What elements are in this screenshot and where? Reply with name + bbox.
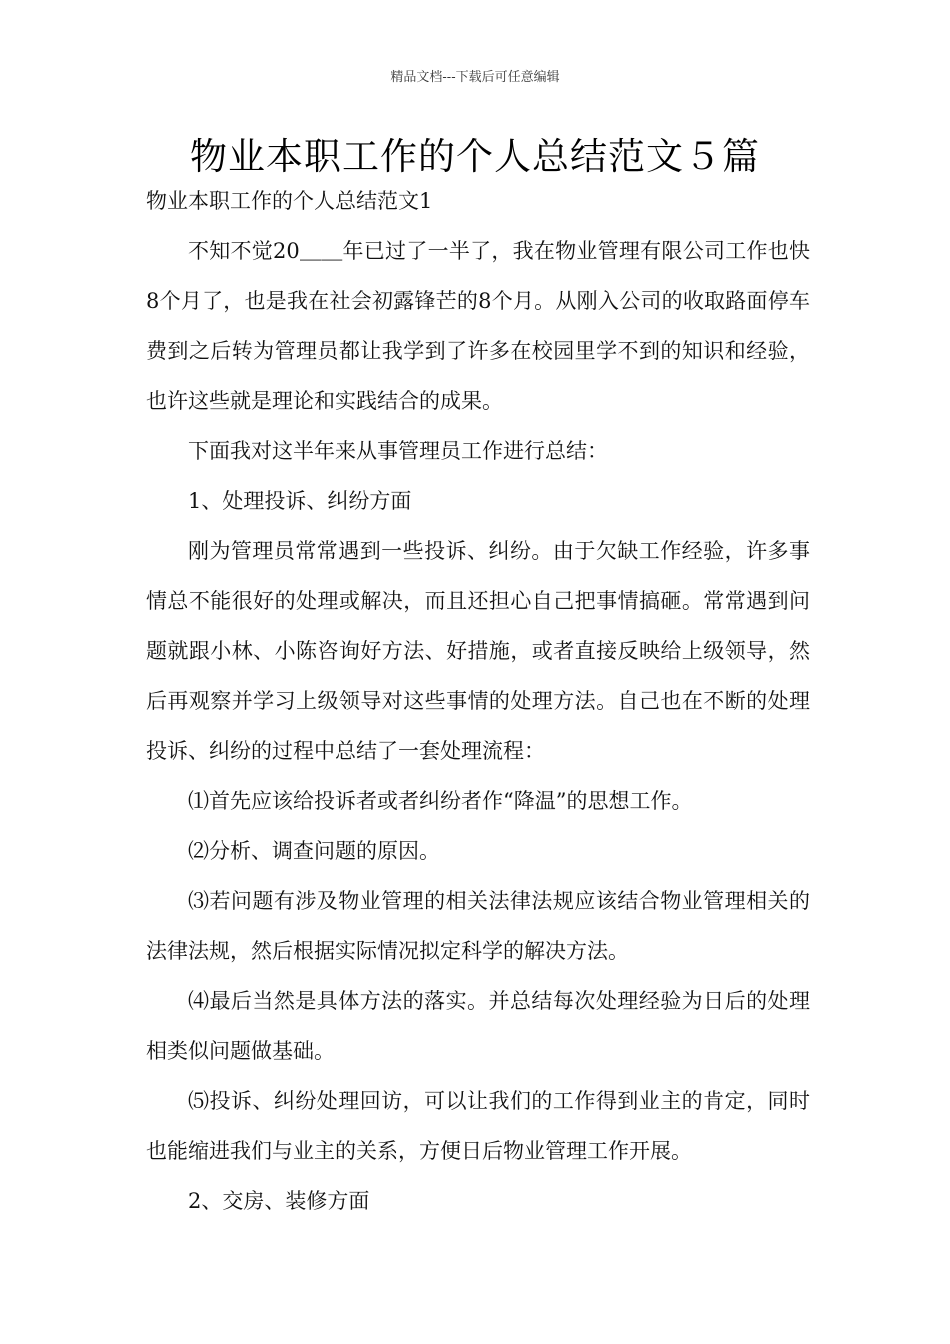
header-note: 精品文档---下载后可任意编辑 [390, 70, 560, 85]
list-item: ⑶若问题有涉及物业管理的相关法律法规应该结合物业管理相关的法律法规，然后根据实际情况拟定科学的解决方法。 [146, 889, 810, 963]
document-body [146, 176, 810, 1226]
section-heading: 物业本职工作的个人总结范文1 [146, 189, 433, 213]
subheading: 2、交房、装修方面 [188, 1189, 370, 1213]
paragraph: 不知不觉20＿＿年已过了一半了，我在物业管理有限公司工作也快8个月了，也是我在社会初露锋芒的8个月。从刚入公司的收取路面停车费到之后转为管理员都让我学到了许多在校园里学不到的知识和经验，也许这些就是理论和实践结合的成果。 [146, 239, 810, 413]
subheading: 1、处理投诉、纠纷方面 [188, 489, 412, 513]
document-title: 物业本职工作的个人总结范文５篇 [190, 135, 760, 178]
list-item: ⑵分析、调查问题的原因。 [188, 839, 440, 863]
paragraph: 刚为管理员常常遇到一些投诉、纠纷。由于欠缺工作经验，许多事情总不能很好的处理或解决，而且还担心自己把事情搞砸。常常遇到问题就跟小林、小陈咨询好方法、好措施，或者直接反映给上级领导，然后再观察并学习上级领导对这些事情的处理方法。自己也在不断的处理投诉、纠纷的过程中总结了一套处理流程： [146, 539, 810, 763]
list-item: ⑴首先应该给投诉者或者纠纷者作“降温”的思想工作。 [188, 789, 693, 813]
paragraph: 下面我对这半年来从事管理员工作进行总结： [188, 439, 608, 463]
list-item: ⑷最后当然是具体方法的落实。并总结每次处理经验为日后的处理相类似问题做基础。 [146, 989, 810, 1063]
list-item: ⑸投诉、纠纷处理回访，可以让我们的工作得到业主的肯定，同时也能缩进我们与业主的关系，方便日后物业管理工作开展。 [146, 1089, 810, 1163]
